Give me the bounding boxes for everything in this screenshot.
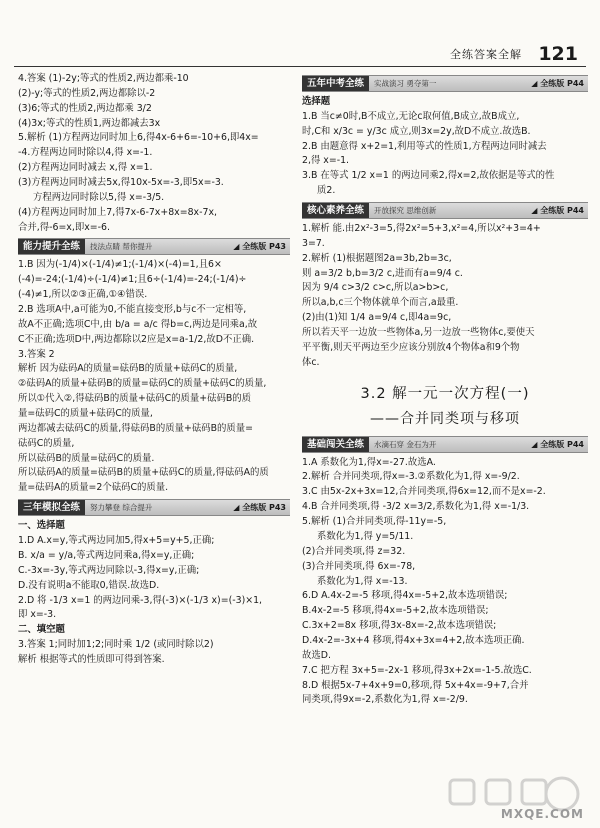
answer-line: 所以砝码A的质量=砝码B的质量+砝码C的质量,得砝码A的质 [18, 467, 269, 479]
banner-page-ref: ◢ 全练版 P44 [531, 439, 584, 449]
page-number: 121 [538, 43, 578, 65]
section-banner [302, 75, 588, 92]
answer-line: -4.方程两边同时除以4,得 x=-1. [18, 147, 153, 159]
answer-line: B. x/a = y/a,等式两边同乘a,得x=y,正确; [18, 549, 195, 561]
answer-line: D.4x-2=-3x+4 移项,得4x+3x=4+2,故本选项正确. [302, 634, 525, 646]
answer-line: 4.答案 (1)-2y;等式的性质2,两边都乘-10 [18, 73, 189, 84]
banner-title: 三年模拟全练 [18, 500, 85, 515]
answer-line: (2)合并同类项,得 z=32. [302, 545, 406, 557]
banner-subtitle: 开放探究 思维创新 [374, 206, 437, 216]
answer-line: C不正确;选项D中,两边都除以2应是x=a-1/2,故D不正确. [18, 333, 255, 345]
answer-line: 2,得 x=-1. [302, 155, 350, 167]
answer-line: (-4)=-24;(-1/4)÷(-1/4)≠1;且6÷(-1/4)=-24;(-1/4)÷ [18, 274, 247, 286]
answer-line: 1.B 当c≠0时,B不成立,无论c取何值,B成立,故B成立, [302, 110, 520, 122]
answer-line: 5.解析 (1)方程两边同时加上6,得4x-6+6=-10+6,即4x= [18, 132, 259, 144]
answer-line: 3.答案 2 [18, 348, 55, 360]
answer-line: 解析 根据等式的性质即可得到答案. [18, 653, 165, 665]
section-banner [18, 238, 290, 255]
answer-line: 故选D. [302, 649, 331, 661]
answer-line: 平平衡,则天平两边至少应该分别放4个物体a和9个物 [302, 341, 520, 353]
banner-page-ref: ◢ 全练版 P43 [233, 503, 286, 513]
answer-line: 1.B 因为(-1/4)×(-1/4)≠1;(-1/4)×(-4)=1,且6× [18, 259, 222, 271]
answer-line: 3.答案 1;同时加1;2;同时乘 1/2 (或同时除以2) [18, 639, 214, 651]
answer-line: 量=砝码C的质量+砝码C的质量, [18, 408, 153, 420]
answer-line: (3)方程两边同时减去5x,得10x-5x=-3,即5x=-3. [18, 177, 224, 189]
banner-title: 能力提升全练 [18, 239, 85, 254]
section-banner [18, 499, 290, 516]
answer-line: 系数化为1,得 x=-13. [317, 575, 408, 587]
banner-title: 五年中考全练 [302, 76, 369, 91]
section-title: 3.2 解一元一次方程(一) [360, 385, 530, 402]
answer-line: 砝码C的质量, [18, 437, 75, 449]
header-rule [14, 66, 586, 67]
answer-line: 2.解析 合并同类项,得x=-3.②系数化为1,得 x=-9/2. [302, 471, 520, 483]
answer-line: 所以砝码B的质量=砝码C的质量. [18, 452, 155, 464]
answer-line: 7.C 把方程 3x+5=-2x-1 移项,得3x+2x=-1-5.故选C. [302, 664, 532, 676]
banner-page-ref: ◢ 全练版 P44 [531, 206, 584, 216]
answer-line: 2.B 选项A中,a可能为0,不能直接变形,b与c不一定相等, [18, 304, 247, 316]
answer-line: 8.D 根据5x-7+4x+9=0,移项,得 5x+4x=-9+7,合并 [302, 679, 529, 691]
answer-line: 所以若天平一边放一些物体a,另一边放一些物体c,要使天 [302, 327, 535, 339]
answer-line: ②砝码A的质量+砝码B的质量=砝码C的质量+砝码C的质量, [18, 378, 267, 390]
section-banner [302, 436, 588, 453]
banner-subtitle: 实战演习 勇夺第一 [374, 79, 437, 88]
answer-line: (2)方程两边同时减去 x,得 x=1. [18, 162, 153, 174]
answer-line: (4)方程两边同时加上7,得7x-6-7x+8x=8x-7x, [18, 206, 217, 218]
answer-line: 所以a,b,c三个物体就单个而言,a最重. [302, 297, 459, 309]
banner-subtitle: 水滴石穿 金石为开 [374, 439, 437, 449]
header-title: 全练答案全解 [450, 48, 522, 61]
banner-page-ref: ◢ 全练版 P44 [531, 79, 584, 88]
right-column [302, 72, 588, 812]
banner-title: 基础闯关全练 [302, 437, 369, 452]
answer-line: (4)3x;等式的性质1,两边都减去3x [18, 117, 161, 129]
banner-subtitle: 技法点睛 帮你提升 [90, 242, 153, 252]
answer-line: 选择题 [302, 96, 331, 107]
answer-line: 2.解析 (1)根据题图2a=3b,2b=3c, [302, 252, 452, 264]
answer-line: 即 x=-3. [18, 609, 57, 621]
answer-line: C.-3x=-3y,等式两边同除以-3,得x=y,正确; [18, 564, 200, 576]
answer-line: 4.B 合并同类项,得 -3/2 x=3/2,系数化为1,得 x=-1/3. [302, 501, 530, 513]
section-banner [302, 202, 588, 219]
answer-line: 所以①代入②,得砝码B的质量+砝码C的质量+砝码B的质 [18, 393, 252, 405]
answer-line: D.没有说明a不能取0,错误.故选D. [18, 579, 160, 591]
answer-line: 6.D A.4x-2=-5 移项,得4x=-5+2,故本选项错误; [302, 590, 508, 602]
answer-line: 合并,得-6=x,即x=-6. [18, 221, 110, 233]
answer-line: 二、填空题 [18, 624, 65, 636]
banner-title: 核心素养全练 [302, 203, 369, 218]
answer-line: (-4)≠1,所以②③正确,①④错误. [18, 289, 148, 301]
answer-line: 时,C和 x/3c = y/3c 成立,则3x=2y,故D不成立.故选B. [302, 125, 531, 137]
answer-line: 量=砝码A的质量=2个砝码C的质量. [18, 482, 169, 494]
answer-line: 1.D A.x=y,等式两边同加5,得x+5=y+5,正确; [18, 535, 215, 547]
answer-line: 一、选择题 [18, 520, 65, 532]
answer-line: (3)6;等式的性质2,两边都乘 3/2 [18, 102, 152, 114]
page-header [0, 0, 600, 70]
answer-line: 2.D 将 -1/3 x=1 的两边同乘-3,得(-3)×(-1/3 x)=(-3)×1, [18, 594, 263, 606]
answer-line: (3)合并同类项,得 6x=-78, [302, 560, 416, 572]
answer-line: 解析 因为砝码A的质量=砝码B的质量+砝码C的质量, [18, 363, 238, 375]
answer-line: (2)-y;等式的性质2,两边都除以-2 [18, 87, 156, 99]
banner-page-ref: ◢ 全练版 P43 [233, 242, 286, 252]
answer-line: 故A不正确;选项C中,由 b/a = a/c 得b=c,两边是同乘a,故 [18, 318, 258, 330]
answer-line: 3.C 由5x-2x+3x=12,合并同类项,得6x=12,而不是x=-2. [302, 486, 546, 498]
answer-line: C.3x+2=8x 移项,得3x-8x=-2,故本选项错误; [302, 620, 497, 632]
answer-line: 3=7. [302, 237, 325, 249]
watermark-text: MXQE.COM [500, 807, 584, 822]
answer-line: (2)由(1)知 1/4 a=9/4 c,即4a=9c, [302, 312, 452, 324]
section-subtitle: ——合并同类项与移项 [370, 410, 520, 427]
answer-line: 因为 9/4 c>3/2 c>c,所以a>b>c, [302, 282, 449, 294]
answer-line: 1.解析 能.由2x²-3=5,得2x²=5+3,x²=4,所以x²+3=4+ [302, 223, 541, 235]
answer-line: 同类项,得9x=-2,系数化为1,得 x=-2/9. [302, 694, 468, 706]
answer-line: 1.A 系数化为1,得x=-27.故选A. [302, 456, 436, 468]
answer-line: 3.B 在等式 1/2 x=1 的两边同乘2,得x=2,故依据是等式的性 [302, 170, 555, 182]
answer-line: 5.解析 (1)合并同类项,得-11y=-5, [302, 516, 447, 528]
answer-line: 体c. [302, 356, 320, 368]
banner-subtitle: 努力攀登 综合提升 [90, 503, 153, 513]
answer-line: 系数化为1,得 y=5/11. [317, 530, 414, 542]
answer-line: B.4x-2=-5 移项,得4x=-5+2,故本选项错误; [302, 605, 489, 617]
left-column [18, 72, 290, 812]
answer-line: 2.B 由题意得 x+2=1,利用等式的性质1,方程两边同时减去 [302, 140, 547, 152]
answer-line: 方程两边同时除以5,得 x=-3/5. [33, 191, 165, 203]
answer-line: 两边都减去砝码C的质量,得砝码B的质量+砝码B的质量= [18, 422, 253, 434]
answer-line: 则 a=3/2 b,b=3/2 c,进而有a=9/4 c. [302, 267, 463, 279]
answer-line: 质2. [317, 185, 336, 197]
